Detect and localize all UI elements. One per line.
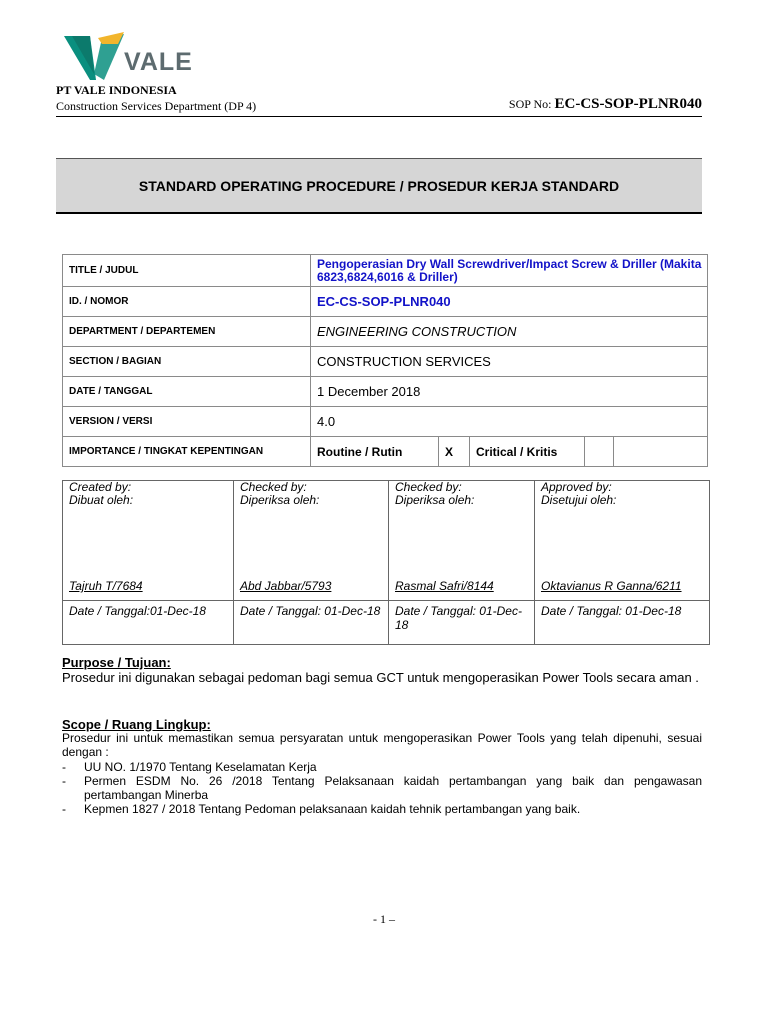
sop-banner — [56, 158, 702, 214]
purpose-text: Prosedur ini digunakan sebagai pedoman bagi semua GCT untuk mengoperasikan Power Tools secara aman . — [62, 670, 699, 685]
critical-label: Critical / Kritis — [470, 437, 585, 466]
scope-list-item: - Permen ESDM No. 26 /2018 Tentang Pelaksanaan kaidah pertambangan yang baik dan pengawasan pertambangan Minerba — [62, 774, 702, 802]
importance-spacer — [614, 437, 708, 466]
role-en: Approved by: — [541, 480, 612, 494]
signature-cell-checked-1 — [234, 481, 389, 601]
info-row-id — [63, 287, 708, 317]
info-row-section — [63, 347, 708, 377]
logo-wordmark: VALE — [124, 48, 193, 76]
banner-title: STANDARD OPERATING PROCEDURE / PROSEDUR KERJA STANDARD — [138, 177, 620, 194]
info-label: TITLE / JUDUL — [63, 255, 311, 287]
signer-name: Tajruh T/7684 — [69, 579, 143, 593]
signature-table — [62, 480, 710, 645]
scope-text: Prosedur ini untuk memastikan semua persyaratan untuk mengoperasikan Power Tools yang telah dipenuhi, sesuai dengan : — [62, 731, 702, 759]
importance-cell — [311, 437, 708, 467]
info-label: SECTION / BAGIAN — [63, 347, 311, 377]
role-en: Checked by: — [395, 480, 462, 494]
info-row-title — [63, 255, 708, 287]
role-id: Dibuat oleh: — [69, 493, 134, 507]
vale-logo — [60, 30, 192, 82]
sop-number-value: EC-CS-SOP-PLNR040 — [554, 96, 702, 112]
role-id: Diperiksa oleh: — [240, 493, 320, 507]
section-value: CONSTRUCTION SERVICES — [311, 347, 708, 377]
signature-cell-approved — [535, 481, 710, 601]
info-label: ID. / NOMOR — [63, 287, 311, 317]
department-value: ENGINEERING CONSTRUCTION — [311, 317, 708, 347]
info-row-date — [63, 377, 708, 407]
purpose-heading: Purpose / Tujuan: — [62, 655, 171, 670]
role-en: Checked by: — [240, 480, 307, 494]
info-row-importance — [63, 437, 708, 467]
signer-name: Rasmal Safri/8144 — [395, 579, 494, 593]
header-divider — [56, 116, 702, 117]
id-value: EC-CS-SOP-PLNR040 — [311, 287, 708, 317]
signature-date-row — [63, 601, 710, 645]
info-label: IMPORTANCE / TINGKAT KEPENTINGAN — [63, 437, 311, 467]
scope-list-item: - UU NO. 1/1970 Tentang Keselamatan Kerja — [62, 760, 702, 774]
scope-list — [62, 760, 702, 816]
critical-checkbox — [585, 437, 614, 466]
signature-date: Date / Tanggal: 01-Dec-18 — [389, 601, 535, 645]
sop-number — [509, 96, 702, 113]
role-en: Created by: — [69, 480, 132, 494]
info-label: DEPARTMENT / DEPARTEMEN — [63, 317, 311, 347]
title-value: Pengoperasian Dry Wall Screwdriver/Impact Screw & Driller (Makita 6823,6824,6016 & Driller) — [311, 255, 708, 287]
date-value: 1 December 2018 — [311, 377, 708, 407]
department-name: Construction Services Department (DP 4) — [56, 99, 257, 113]
vale-v-mark-icon — [60, 30, 124, 82]
routine-label: Routine / Rutin — [311, 437, 439, 466]
importance-options — [311, 437, 707, 466]
info-row-department — [63, 317, 708, 347]
company-name: PT VALE INDONESIA — [56, 83, 177, 97]
page-number: - 1 – — [373, 912, 395, 926]
info-label: DATE / TANGGAL — [63, 377, 311, 407]
signature-row — [63, 481, 710, 601]
signature-date: Date / Tanggal:01-Dec-18 — [63, 601, 234, 645]
signature-date: Date / Tanggal: 01-Dec-18 — [234, 601, 389, 645]
signer-name: Abd Jabbar/5793 — [240, 579, 332, 593]
signature-date: Date / Tanggal: 01-Dec-18 — [535, 601, 710, 645]
signature-cell-checked-2 — [389, 481, 535, 601]
info-label: VERSION / VERSI — [63, 407, 311, 437]
info-row-version — [63, 407, 708, 437]
scope-heading: Scope / Ruang Lingkup: — [62, 717, 211, 732]
signature-cell-created — [63, 481, 234, 601]
role-id: Disetujui oleh: — [541, 493, 617, 507]
document-info-table — [62, 254, 708, 467]
signer-name: Oktavianus R Ganna/6211 — [541, 579, 682, 593]
version-value: 4.0 — [311, 407, 708, 437]
sop-number-label: SOP No: — [508, 97, 552, 111]
scope-list-item: - Kepmen 1827 / 2018 Tentang Pedoman pelaksanaan kaidah tehnik pertambangan yang baik. — [62, 802, 702, 816]
role-id: Diperiksa oleh: — [395, 493, 475, 507]
routine-checkbox: X — [439, 437, 470, 466]
